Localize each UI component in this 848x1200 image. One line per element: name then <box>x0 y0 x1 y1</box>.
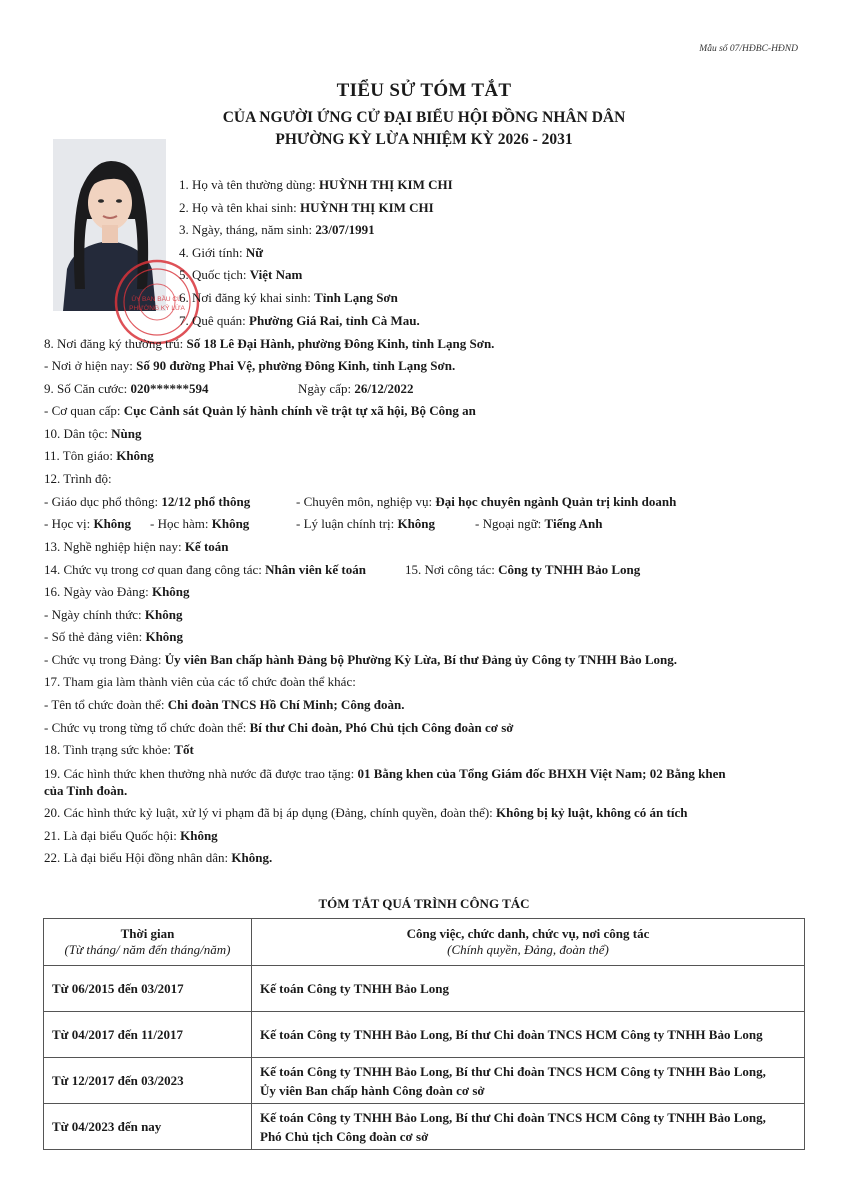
field-foreign-language: - Ngoại ngữ: Tiếng Anh <box>475 516 603 531</box>
table-row <box>44 1058 805 1104</box>
row-period: Từ 12/2017 đến 03/2023 <box>44 1058 252 1104</box>
field-organizations-heading: 17. Tham gia làm thành viên của các tổ chức đoàn thể khác: <box>44 674 356 689</box>
work-history-title: TÓM TẮT QUÁ TRÌNH CÔNG TÁC <box>318 896 530 911</box>
field-common-name: 1. Họ và tên thường dùng: HUỲNH THỊ KIM CHI <box>179 177 453 192</box>
field-party-position: - Chức vụ trong Đảng: Ủy viên Ban chấp hành Đảng bộ Phường Kỳ Lừa, Bí thư Đảng ủy Công ty TNHH Bảo Long. <box>44 652 677 667</box>
document-subtitle-1: CỦA NGƯỜI ỨNG CỬ ĐẠI BIỂU HỘI ĐỒNG NHÂN DÂN <box>222 109 626 126</box>
field-occupation: 13. Nghề nghiệp hiện nay: Kế toán <box>44 539 229 554</box>
table-row <box>44 1012 805 1058</box>
field-health: 18. Tình trạng sức khỏe: Tốt <box>44 742 194 757</box>
document-title: TIỂU SỬ TÓM TẮT <box>336 80 512 101</box>
row-period: Từ 04/2023 đến nay <box>44 1104 252 1150</box>
row-description: Kế toán Công ty TNHH Bảo Long, Bí thư Chi đoàn TNCS HCM Công ty TNHH Bảo Long <box>252 1012 805 1058</box>
field-awards: 19. Các hình thức khen thưởng nhà nước đã được trao tặng: 01 Bằng khen của Tổng Giám đốc BHXH Việt Nam; 02 Bằng khen <box>44 766 726 781</box>
field-birth-date: 3. Ngày, tháng, năm sinh: 23/07/1991 <box>179 222 375 237</box>
work-history-table <box>43 918 805 1150</box>
field-gender: 4. Giới tính: Nữ <box>179 245 264 260</box>
field-id-issue-date: Ngày cấp: 26/12/2022 <box>298 381 414 396</box>
field-academic-title: - Học hàm: Không <box>150 516 250 531</box>
row-period: Từ 04/2017 đến 11/2017 <box>44 1012 252 1058</box>
field-awards-continued: của Tỉnh đoàn. <box>44 783 128 798</box>
field-permanent-residence: 8. Nơi đăng ký thường trú: Số 18 Lê Đại Hành, phường Đông Kinh, tỉnh Lạng Sơn. <box>44 336 495 351</box>
field-political-theory: - Lý luận chính trị: Không <box>296 516 436 531</box>
field-workplace: 15. Nơi công tác: Công ty TNHH Bảo Long <box>405 562 641 577</box>
field-id-number: 9. Số Căn cước: 020******594 <box>44 381 209 396</box>
table-row <box>44 966 805 1012</box>
row-period: Từ 06/2015 đến 03/2017 <box>44 966 252 1012</box>
field-education-heading: 12. Trình độ: <box>44 471 112 486</box>
field-organization-roles: - Chức vụ trong từng tổ chức đoàn thể: Bí thư Chi đoàn, Phó Chủ tịch Công đoàn cơ sở <box>44 720 514 735</box>
field-ethnicity: 10. Dân tộc: Nùng <box>44 426 142 441</box>
field-position: 14. Chức vụ trong cơ quan đang công tác: Nhân viên kế toán <box>44 562 366 577</box>
field-national-assembly: 21. Là đại biểu Quốc hội: Không <box>44 828 218 843</box>
form-code: Mẫu số 07/HĐBC-HĐND <box>699 44 798 54</box>
field-discipline: 20. Các hình thức kỷ luật, xử lý vi phạm đã bị áp dụng (Đảng, chính quyền, đoàn thể): Không bị kỷ luật, không có án tích <box>44 805 688 820</box>
field-religion: 11. Tôn giáo: Không <box>44 448 154 463</box>
field-professional-qualification: - Chuyên môn, nghiệp vụ: Đại học chuyên ngành Quản trị kinh doanh <box>296 494 677 509</box>
table-header-row <box>44 919 805 966</box>
column-header-description: Công việc, chức danh, chức vụ, nơi công tác (Chính quyền, Đảng, đoàn thể) <box>252 919 805 966</box>
field-current-residence: - Nơi ở hiện nay: Số 90 đường Phai Vệ, phường Đông Kinh, tỉnh Lạng Sơn. <box>44 358 456 373</box>
field-nationality: 5. Quốc tịch: Việt Nam <box>179 267 303 282</box>
field-general-education: - Giáo dục phổ thông: 12/12 phổ thông <box>44 494 251 509</box>
row-description: Kế toán Công ty TNHH Bảo Long, Bí thư Chi đoàn TNCS HCM Công ty TNHH Bảo Long, Phó Chủ tịch Công đoàn cơ sở <box>252 1104 805 1150</box>
row-description: Kế toán Công ty TNHH Bảo Long, Bí thư Chi đoàn TNCS HCM Công ty TNHH Bảo Long, Ủy viên Ban chấp hành Công đoàn cơ sở <box>252 1058 805 1104</box>
field-birth-registration: 6. Nơi đăng ký khai sinh: Tỉnh Lạng Sơn <box>179 290 398 305</box>
table-row <box>44 1104 805 1150</box>
field-hometown: 7. Quê quán: Phường Giá Rai, tỉnh Cà Mau. <box>179 313 420 328</box>
field-organization-names: - Tên tổ chức đoàn thể: Chi đoàn TNCS Hồ Chí Minh; Công đoàn. <box>44 697 405 712</box>
document-subtitle-2: PHƯỜNG KỲ LỪA NHIỆM KỲ 2026 - 2031 <box>275 131 573 148</box>
column-header-period: Thời gian (Từ tháng/ năm đến tháng/năm) <box>44 919 252 966</box>
field-people-council: 22. Là đại biểu Hội đồng nhân dân: Không. <box>44 850 273 865</box>
row-description: Kế toán Công ty TNHH Bảo Long <box>252 966 805 1012</box>
field-birth-name: 2. Họ và tên khai sinh: HUỲNH THỊ KIM CHI <box>179 200 434 215</box>
field-id-issuer: - Cơ quan cấp: Cục Cảnh sát Quản lý hành chính về trật tự xã hội, Bộ Công an <box>44 403 476 418</box>
field-party-card: - Số thẻ đảng viên: Không <box>44 629 184 644</box>
field-degree: - Học vị: Không <box>44 516 132 531</box>
svg-text:PHƯỜNG KỲ LỪA: PHƯỜNG KỲ LỪA <box>129 305 185 312</box>
field-party-join-date: 16. Ngày vào Đảng: Không <box>44 584 190 599</box>
svg-text:ỦY BAN BẦU CỬ: ỦY BAN BẦU CỬ <box>131 296 183 303</box>
field-party-official-date: - Ngày chính thức: Không <box>44 607 183 622</box>
